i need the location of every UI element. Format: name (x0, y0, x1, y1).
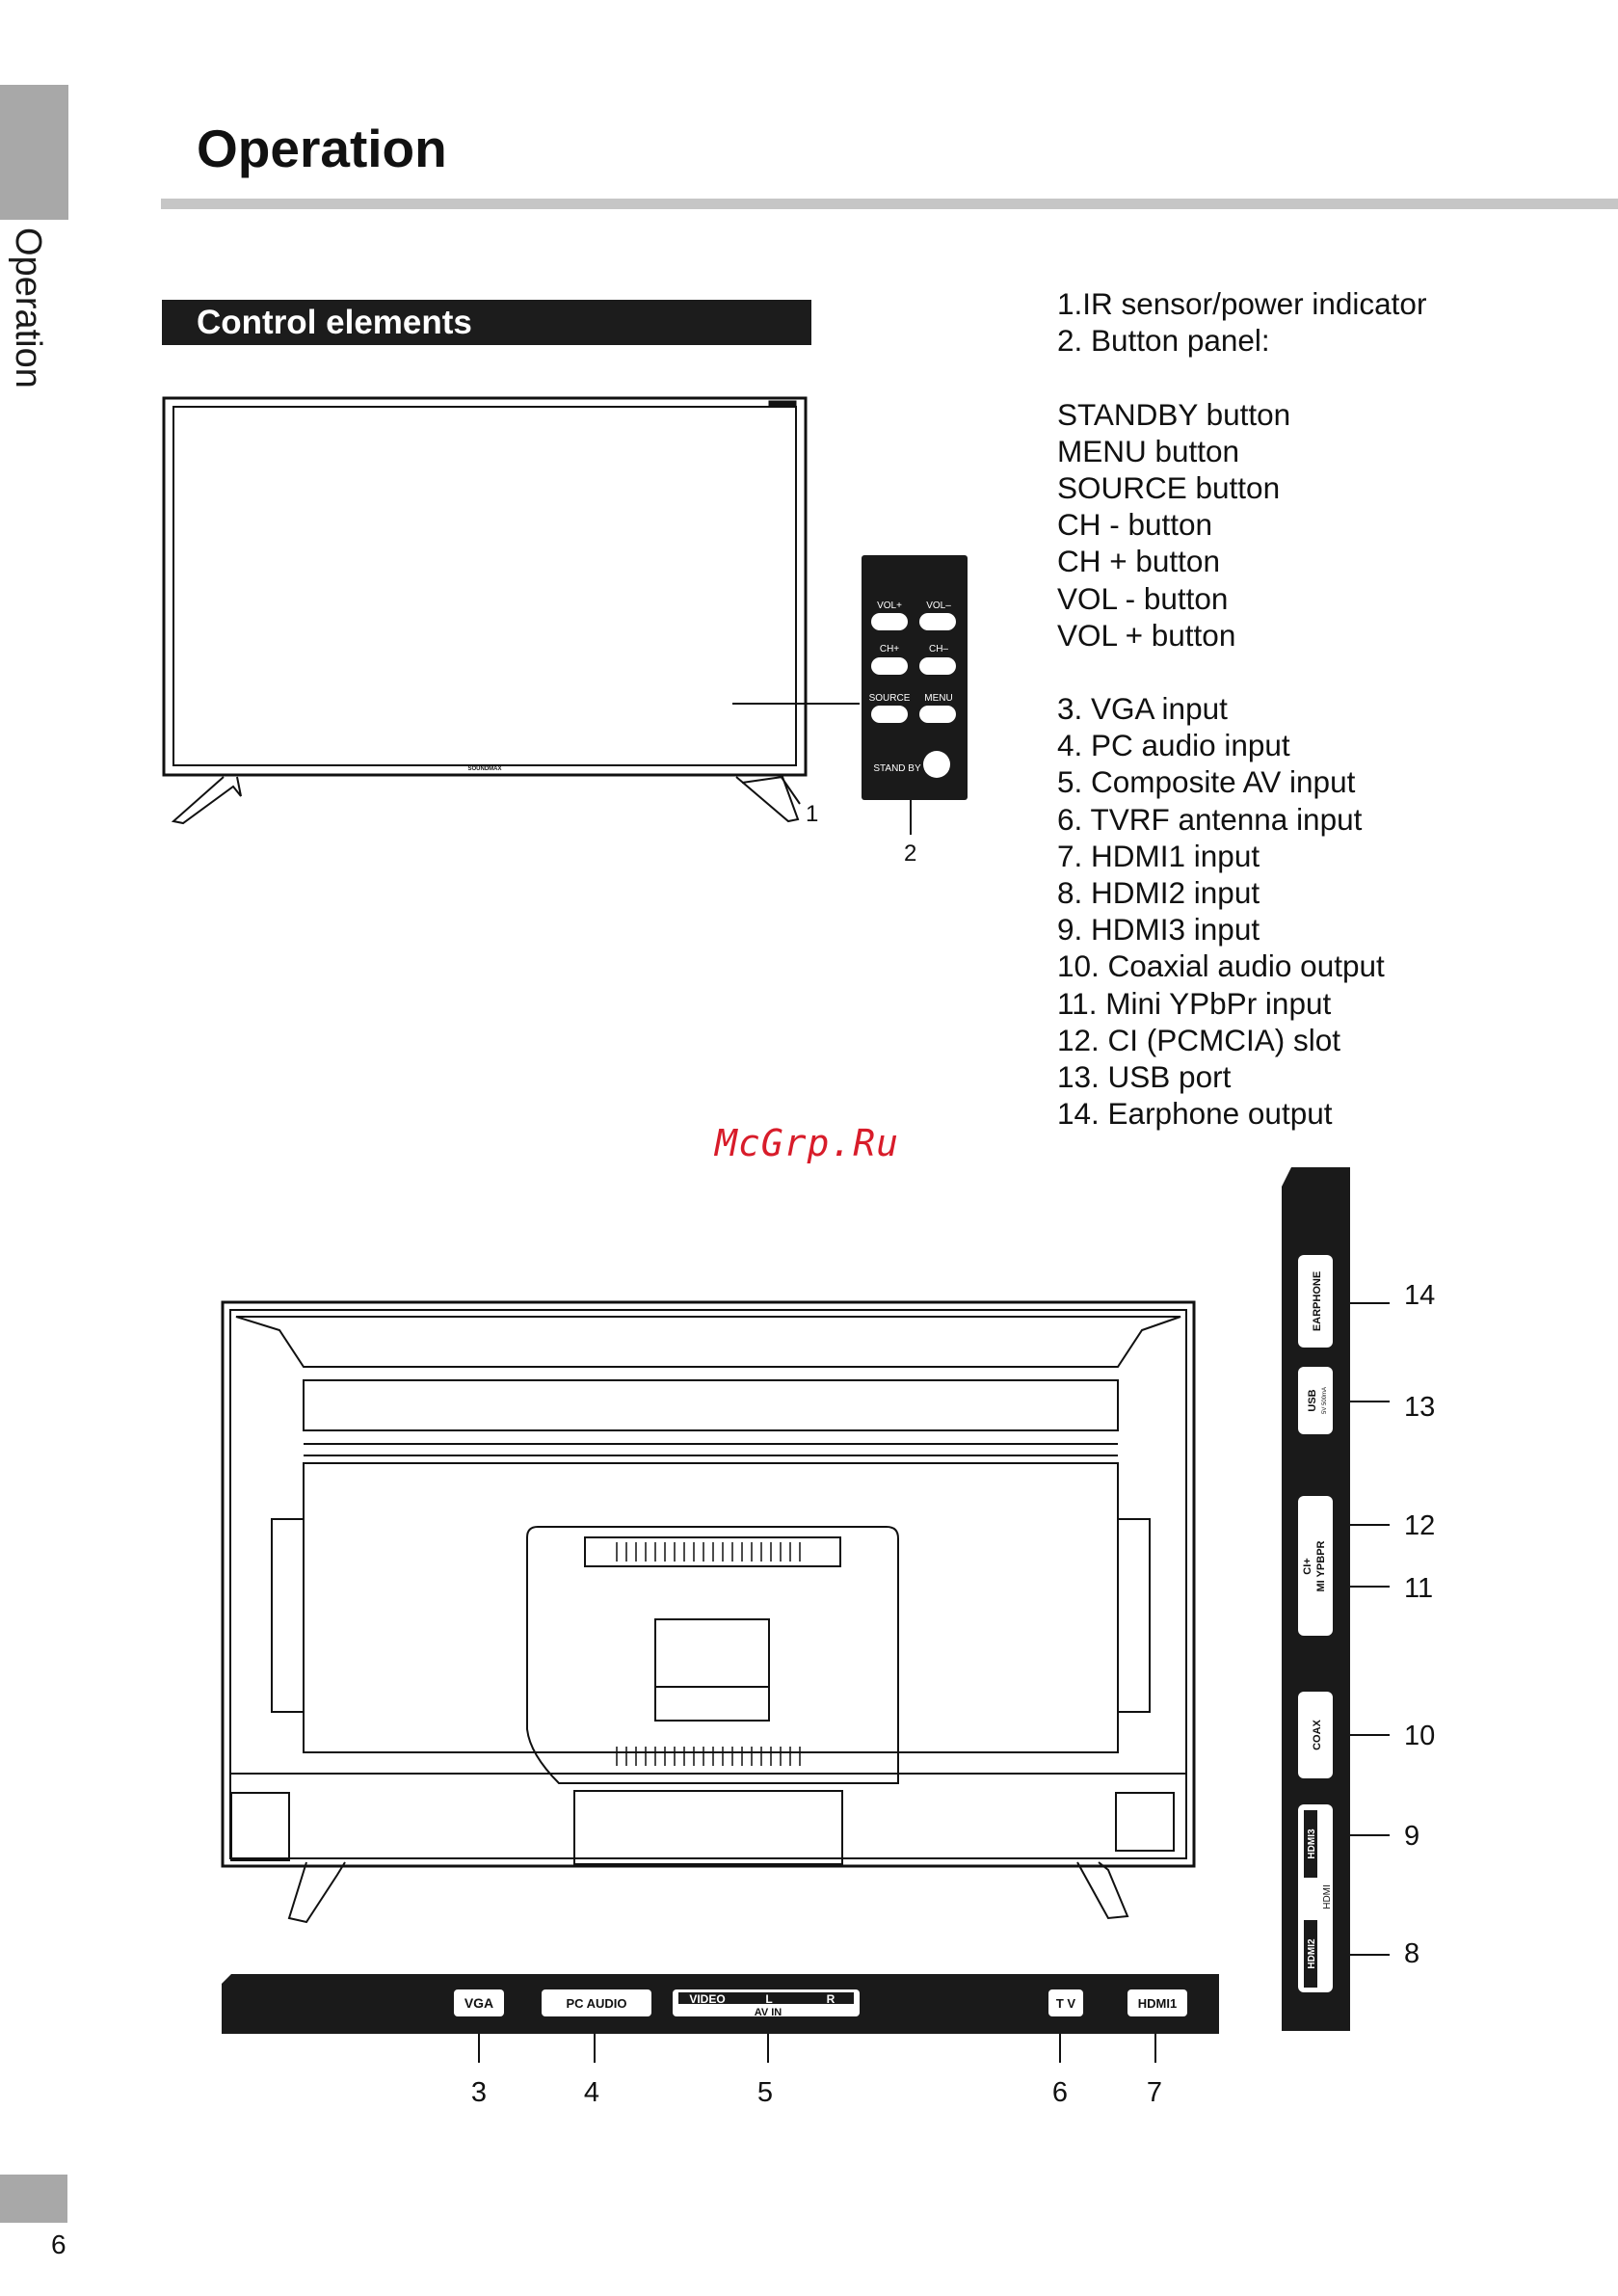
right-side-rail (1118, 1519, 1150, 1712)
legend-item: 1.IR sensor/power indicator (1057, 286, 1427, 321)
legend-item: 14. Earphone output (1057, 1096, 1333, 1132)
video-label: VIDEO (689, 1992, 726, 2006)
legend-item: 10. Coaxial audio output (1057, 948, 1385, 984)
ch-plus-button (871, 657, 908, 675)
hd-badge (769, 401, 796, 407)
vol-plus-label: VOL+ (877, 601, 902, 611)
legend-item: STANDBY button (1057, 396, 1291, 432)
legend-item: 7. HDMI1 input (1057, 838, 1260, 873)
page-number: 6 (51, 2229, 66, 2259)
rear-io-bay (574, 1791, 842, 1864)
rear-inner-frame (230, 1310, 1186, 1858)
audio-right-label: R (826, 1992, 836, 2006)
ch-minus-label: CH– (928, 644, 949, 654)
coax-label: COAX (1312, 1720, 1323, 1750)
rear-left-stand (289, 1862, 345, 1922)
rear-frame (223, 1302, 1194, 1866)
callout-9: 9 (1404, 1821, 1420, 1852)
tv-rear-diagram (223, 1302, 1194, 1922)
left-side-rail (272, 1519, 304, 1712)
rear-center-housing (527, 1527, 898, 1783)
callout-10: 10 (1404, 1721, 1436, 1751)
pc-audio-label: PC AUDIO (566, 1996, 627, 2011)
bottom-leaders (479, 2034, 1155, 2063)
earphone-label: EARPHONE (1312, 1270, 1323, 1332)
vol-minus-button (919, 613, 956, 630)
standby-label: STAND BY (873, 763, 921, 774)
mi-ypbpr-label: MI YPBPR (1315, 1540, 1327, 1592)
legend-item: 2. Button panel: (1057, 323, 1270, 359)
side-connector-strip (1282, 1167, 1350, 2031)
right-stand (736, 777, 798, 821)
callout-2: 2 (904, 841, 917, 867)
callout-13: 13 (1404, 1392, 1436, 1423)
legend-item: SOURCE button (1057, 469, 1281, 505)
usb-label: USB (1307, 1389, 1318, 1412)
callout-3: 3 (470, 2077, 488, 2108)
ch-plus-label: CH+ (879, 644, 900, 654)
vol-plus-button (871, 613, 908, 630)
usb-rating: 5V 500mA (1322, 1386, 1328, 1415)
side-tab-label: Operation (8, 227, 48, 388)
legend-item: 4. PC audio input (1057, 728, 1290, 763)
callout-14: 14 (1404, 1280, 1436, 1311)
source-label: SOURCE (868, 693, 911, 704)
legend-item: CH + button (1057, 544, 1220, 579)
source-button (871, 706, 908, 723)
rear-left-ports (231, 1793, 289, 1860)
rear-right-block (1116, 1793, 1174, 1851)
callout-8: 8 (1404, 1938, 1420, 1969)
callout-6: 6 (1051, 2077, 1069, 2108)
page-title: Operation (197, 119, 447, 178)
legend-item: CH - button (1057, 507, 1213, 543)
callout-12: 12 (1404, 1510, 1436, 1541)
left-stand (173, 777, 241, 823)
rear-label-plate-lower (655, 1687, 769, 1721)
tv-front-diagram (164, 398, 911, 835)
rear-right-stand (1077, 1862, 1127, 1918)
vga-label: VGA (464, 1995, 494, 2011)
hdmi1-label: HDMI1 (1137, 1996, 1178, 2011)
legend-item: 6. TVRF antenna input (1057, 801, 1363, 837)
rear-label-plate (655, 1619, 769, 1687)
brand-label: SOUNDMAX (467, 766, 502, 772)
rear-top-vent (236, 1317, 1180, 1367)
audio-left-label: L (765, 1992, 773, 2006)
menu-label: MENU (924, 693, 953, 704)
bottom-connector-strip (222, 1974, 1219, 2034)
legend-item: MENU button (1057, 433, 1240, 468)
legend-item: VOL + button (1057, 617, 1236, 653)
tv-screen (173, 407, 796, 765)
legend-item: 12. CI (PCMCIA) slot (1057, 1022, 1341, 1057)
tv-front-frame (164, 398, 806, 775)
section-heading: Control elements (162, 300, 811, 345)
legend-item: 8. HDMI2 input (1057, 875, 1260, 910)
rear-vent-top-slats (617, 1542, 800, 1562)
callout-1: 1 (806, 801, 819, 827)
callout-11: 11 (1404, 1573, 1434, 1604)
side-leaders (1350, 1303, 1390, 1955)
hdmi3-label: HDMI3 (1307, 1829, 1317, 1859)
ch-minus-button (919, 657, 956, 675)
button-panel (862, 555, 968, 800)
rear-upper-band (304, 1380, 1118, 1430)
tv-label: T V (1055, 1996, 1076, 2011)
ci-label: CI+ (1302, 1558, 1313, 1575)
callout-5: 5 (756, 2077, 774, 2108)
legend-item: 5. Composite AV input (1057, 764, 1356, 800)
legend-item: VOL - button (1057, 580, 1229, 616)
menu-button (919, 706, 956, 723)
av-in-label: AV IN (754, 2007, 782, 2018)
callout-7: 7 (1146, 2077, 1163, 2108)
legend-item: 11. Mini YPbPr input (1057, 985, 1332, 1021)
rear-vent-bottom-slats (617, 1747, 800, 1766)
hdmi-label: HDMI (1322, 1884, 1333, 1909)
standby-button (923, 751, 950, 778)
callout-4: 4 (583, 2077, 600, 2108)
legend-item: 9. HDMI3 input (1057, 912, 1260, 948)
page-tab-marker (0, 2175, 67, 2223)
rear-panel (304, 1463, 1118, 1752)
legend-item: 3. VGA input (1057, 691, 1228, 727)
legend-item: 13. USB port (1057, 1058, 1232, 1094)
watermark: McGrp.Ru (715, 1122, 900, 1164)
hdmi2-label: HDMI2 (1307, 1938, 1317, 1969)
vol-minus-label: VOL– (926, 601, 951, 611)
